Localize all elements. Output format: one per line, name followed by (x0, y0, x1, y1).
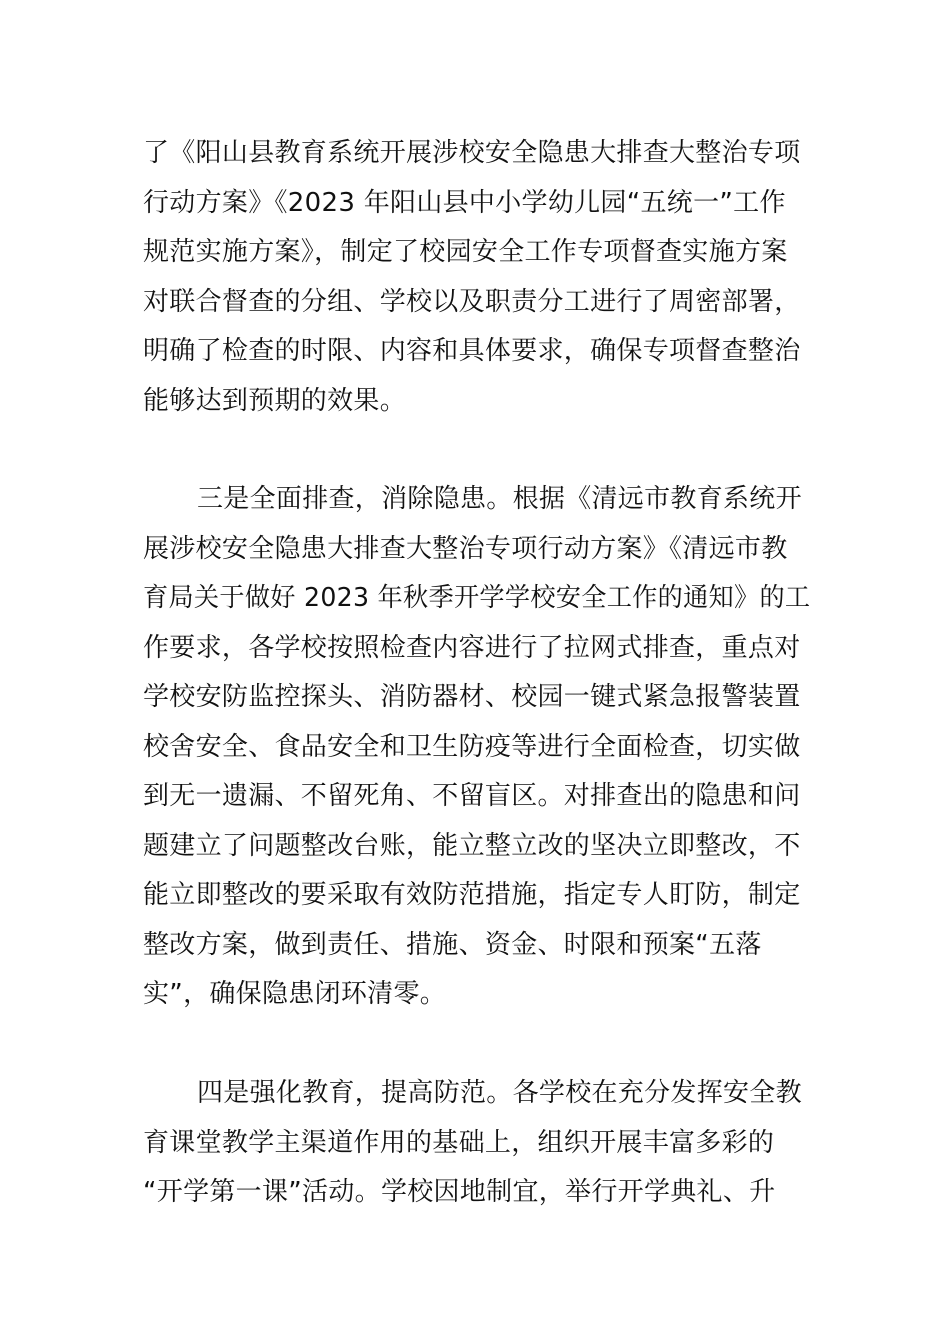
paragraph-3-line-1: 四是强化教育，提高防范。各学校在充分发挥安全教 (197, 1078, 802, 1108)
paragraph-1-line-4: 对联合督查的分组、学校以及职责分工进行了周密部署， (143, 287, 801, 317)
paragraph-2-line-11: 实”，确保隐患闭环清零。 (143, 979, 447, 1009)
paragraph-1-line-1: 了《阳山县教育系统开展涉校安全隐患大排查大整治专项 (143, 138, 801, 168)
paragraph-2-line-3: 育局关于做好 2023 年秋季开学学校安全工作的通知》的工 (143, 583, 811, 613)
paragraph-2-line-9: 能立即整改的要采取有效防范措施，指定专人盯防，制定 (143, 880, 801, 910)
paragraph-1-line-5: 明确了检查的时限、内容和具体要求，确保专项督查整治 (143, 336, 801, 366)
paragraph-2-line-8: 题建立了问题整改台账，能立整立改的坚决立即整改，不 (143, 831, 801, 861)
paragraph-3-line-3: “开学第一课”活动。学校因地制宜，举行开学典礼、升 (143, 1177, 776, 1207)
paragraph-2-line-2: 展涉校安全隐患大排查大整治专项行动方案》《清远市教 (143, 534, 788, 564)
paragraph-1-line-6: 能够达到预期的效果。 (143, 386, 407, 416)
paragraph-2-line-6: 校舍安全、食品安全和卫生防疫等进行全面检查，切实做 (143, 732, 801, 762)
paragraph-1-line-2: 行动方案》《2023 年阳山县中小学幼儿园“五统一”工作 (143, 188, 786, 218)
paragraph-2-line-1: 三是全面排查，消除隐患。根据《清远市教育系统开 (197, 484, 802, 514)
paragraph-2-line-5: 学校安防监控探头、消防器材、校园一键式紧急报警装置 (143, 682, 801, 712)
paragraph-2-line-7: 到无一遗漏、不留死角、不留盲区。对排查出的隐患和问 (143, 781, 801, 811)
paragraph-2-line-10: 整改方案，做到责任、措施、资金、时限和预案“五落 (143, 930, 762, 960)
paragraph-3-line-2: 育课堂教学主渠道作用的基础上，组织开展丰富多彩的 (143, 1128, 775, 1158)
paragraph-1-line-3: 规范实施方案》，制定了校园安全工作专项督查实施方案 (143, 237, 788, 267)
paragraph-2-line-4: 作要求，各学校按照检查内容进行了拉网式排查，重点对 (143, 633, 801, 663)
